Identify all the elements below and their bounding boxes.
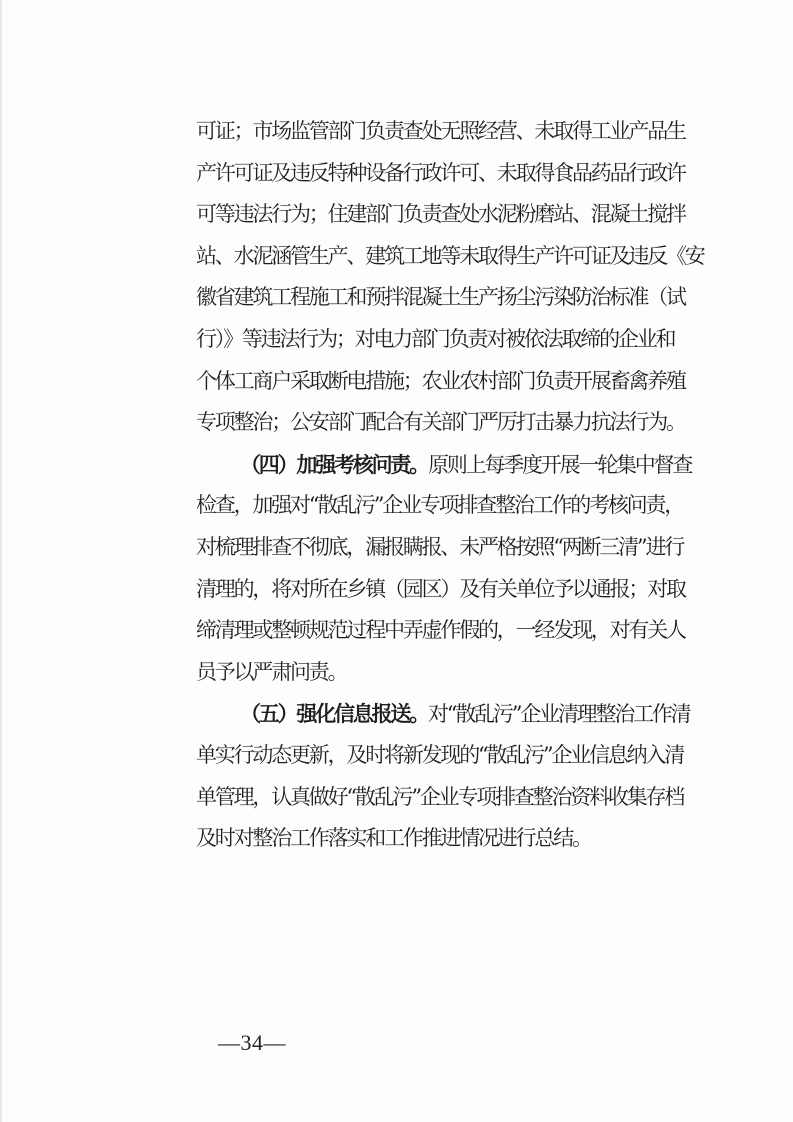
text-line: 缔清理或整顿规范过程中弄虚作假的，一经发现，对有关人 (196, 618, 685, 643)
text-line: 专项整治；公安部门配合有关部门严厉打击暴力抗法行为。 (196, 410, 685, 435)
body-text (196, 111, 788, 860)
scan-edge (0, 0, 2, 1122)
text-line: 行）》等违法行为；对电力部门负责对被依法取缔的企业和 (196, 326, 675, 351)
page-number: —34— (218, 1030, 286, 1055)
section-5-first-line (196, 693, 788, 735)
text-line: 单管理，认真做好“散乱污”企业专项排查整治资料收集存档 (196, 784, 684, 809)
section-5-text: 对“散乱污”企业清理整治工作清 (428, 702, 690, 727)
text-line: 单实行动态更新，及时将新发现的“散乱污”企业信息纳入清 (196, 742, 684, 767)
text-line: 员予以严肃问责。 (196, 659, 347, 684)
section-4-text: 原则上每季度开展一轮集中督查 (428, 452, 692, 477)
section-4-heading: （四）加强考核问责。 (240, 451, 428, 477)
text-line: 可证；市场监管部门负责查处无照经营、未取得工业产品生 (196, 119, 685, 143)
section-4-first-line (196, 444, 788, 486)
text-line: 站、水泥涵管生产、建筑工地等未取得生产许可证及违反《安 (196, 243, 704, 268)
text-line: 及时对整治工作落实和工作推进情况进行总结。 (196, 826, 591, 851)
section-5-heading: （五）强化信息报送。 (240, 701, 428, 727)
text-line: 对梳理排查不彻底，漏报瞒报、未严格按照“两断三清”进行 (196, 534, 684, 559)
text-line: 徽省建筑工程施工和预拌混凝土生产扬尘污染防治标准（试 (196, 285, 685, 310)
text-line: 检查，加强对“散乱污”企业专项排查整治工作的考核问责， (196, 493, 684, 518)
text-line: 个体工商户采取断电措施；农业农村部门负责开展畜禽养殖 (196, 368, 685, 393)
text-line: 清理的，将对所在乡镇（园区）及有关单位予以通报；对取 (196, 576, 685, 601)
text-line: 产许可证及违反特种设备行政许可、未取得食品药品行政许 (196, 160, 685, 185)
text-line: 可等违法行为；住建部门负责查处水泥粉磨站、混凝土搅拌 (196, 202, 685, 227)
